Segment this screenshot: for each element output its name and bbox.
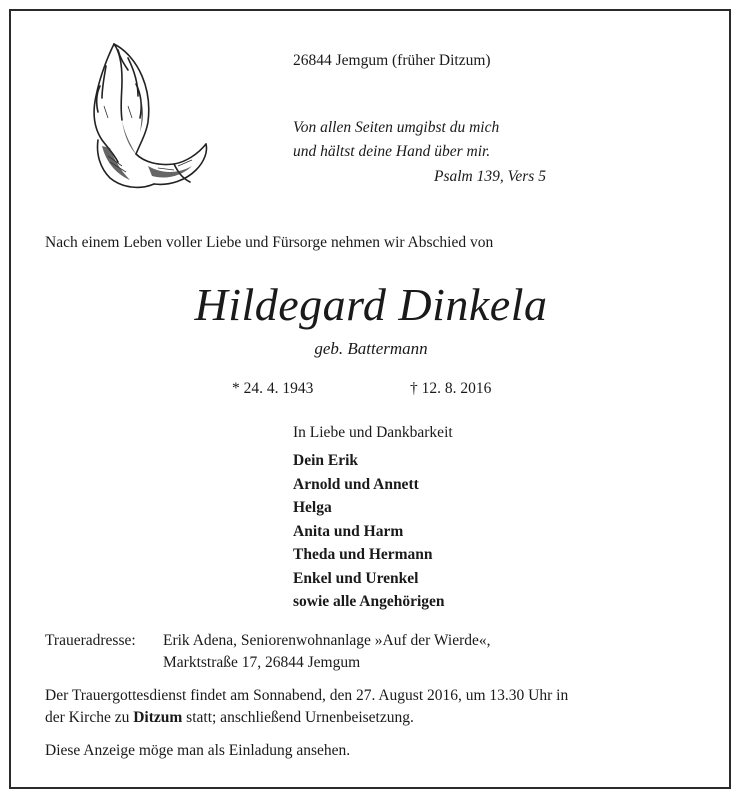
location-line: 26844 Jemgum (früher Ditzum): [293, 52, 491, 69]
mourner-name: Arnold und Annett: [293, 475, 419, 493]
mourner-name: sowie alle Angehörigen: [293, 593, 445, 610]
service-text-pre: der Kirche zu: [45, 709, 134, 726]
mourner-name: Anita und Harm: [293, 522, 404, 540]
death-date: † 12. 8. 2016: [410, 380, 492, 397]
mourners-list: [293, 450, 445, 615]
service-line-1: Der Trauergottesdienst findet am Sonnabend, den 27. August 2016, um 13.30 Uhr in: [45, 687, 569, 704]
mourner-name: Enkel und Urenkel: [293, 569, 419, 587]
praying-hands-icon: [78, 36, 218, 196]
service-place: Ditzum: [133, 709, 183, 726]
deceased-name: Hildegard Dinkela: [194, 279, 548, 330]
birth-date: * 24. 4. 1943: [232, 380, 314, 397]
mourner-name: Theda und Hermann: [293, 546, 433, 563]
mourners-heading: In Liebe und Dankbarkeit: [293, 424, 453, 441]
closing-text: Diese Anzeige möge man als Einladung ansehen.: [45, 742, 351, 759]
mourner-name: Dein Erik: [293, 452, 359, 469]
mourner-name: Helga: [293, 499, 332, 516]
verse-line-1: Von allen Seiten umgibst du mich: [293, 119, 500, 136]
verse-line-2: und hältst deine Hand über mir.: [293, 143, 491, 160]
address-line-1: Erik Adena, Seniorenwohnanlage »Auf der Wierde«,: [163, 632, 491, 649]
birth-name: geb. Battermann: [314, 339, 428, 358]
service-text-post: statt; anschließend Urnenbeisetzung.: [182, 709, 414, 726]
intro-text: Nach einem Leben voller Liebe und Fürsorge nehmen wir Abschied von: [45, 234, 494, 251]
address-line-2: Marktstraße 17, 26844 Jemgum: [163, 654, 361, 671]
verse-reference: Psalm 139, Vers 5: [434, 168, 546, 185]
service-line-2: [45, 707, 414, 729]
address-label: Traueradresse:: [45, 632, 136, 649]
